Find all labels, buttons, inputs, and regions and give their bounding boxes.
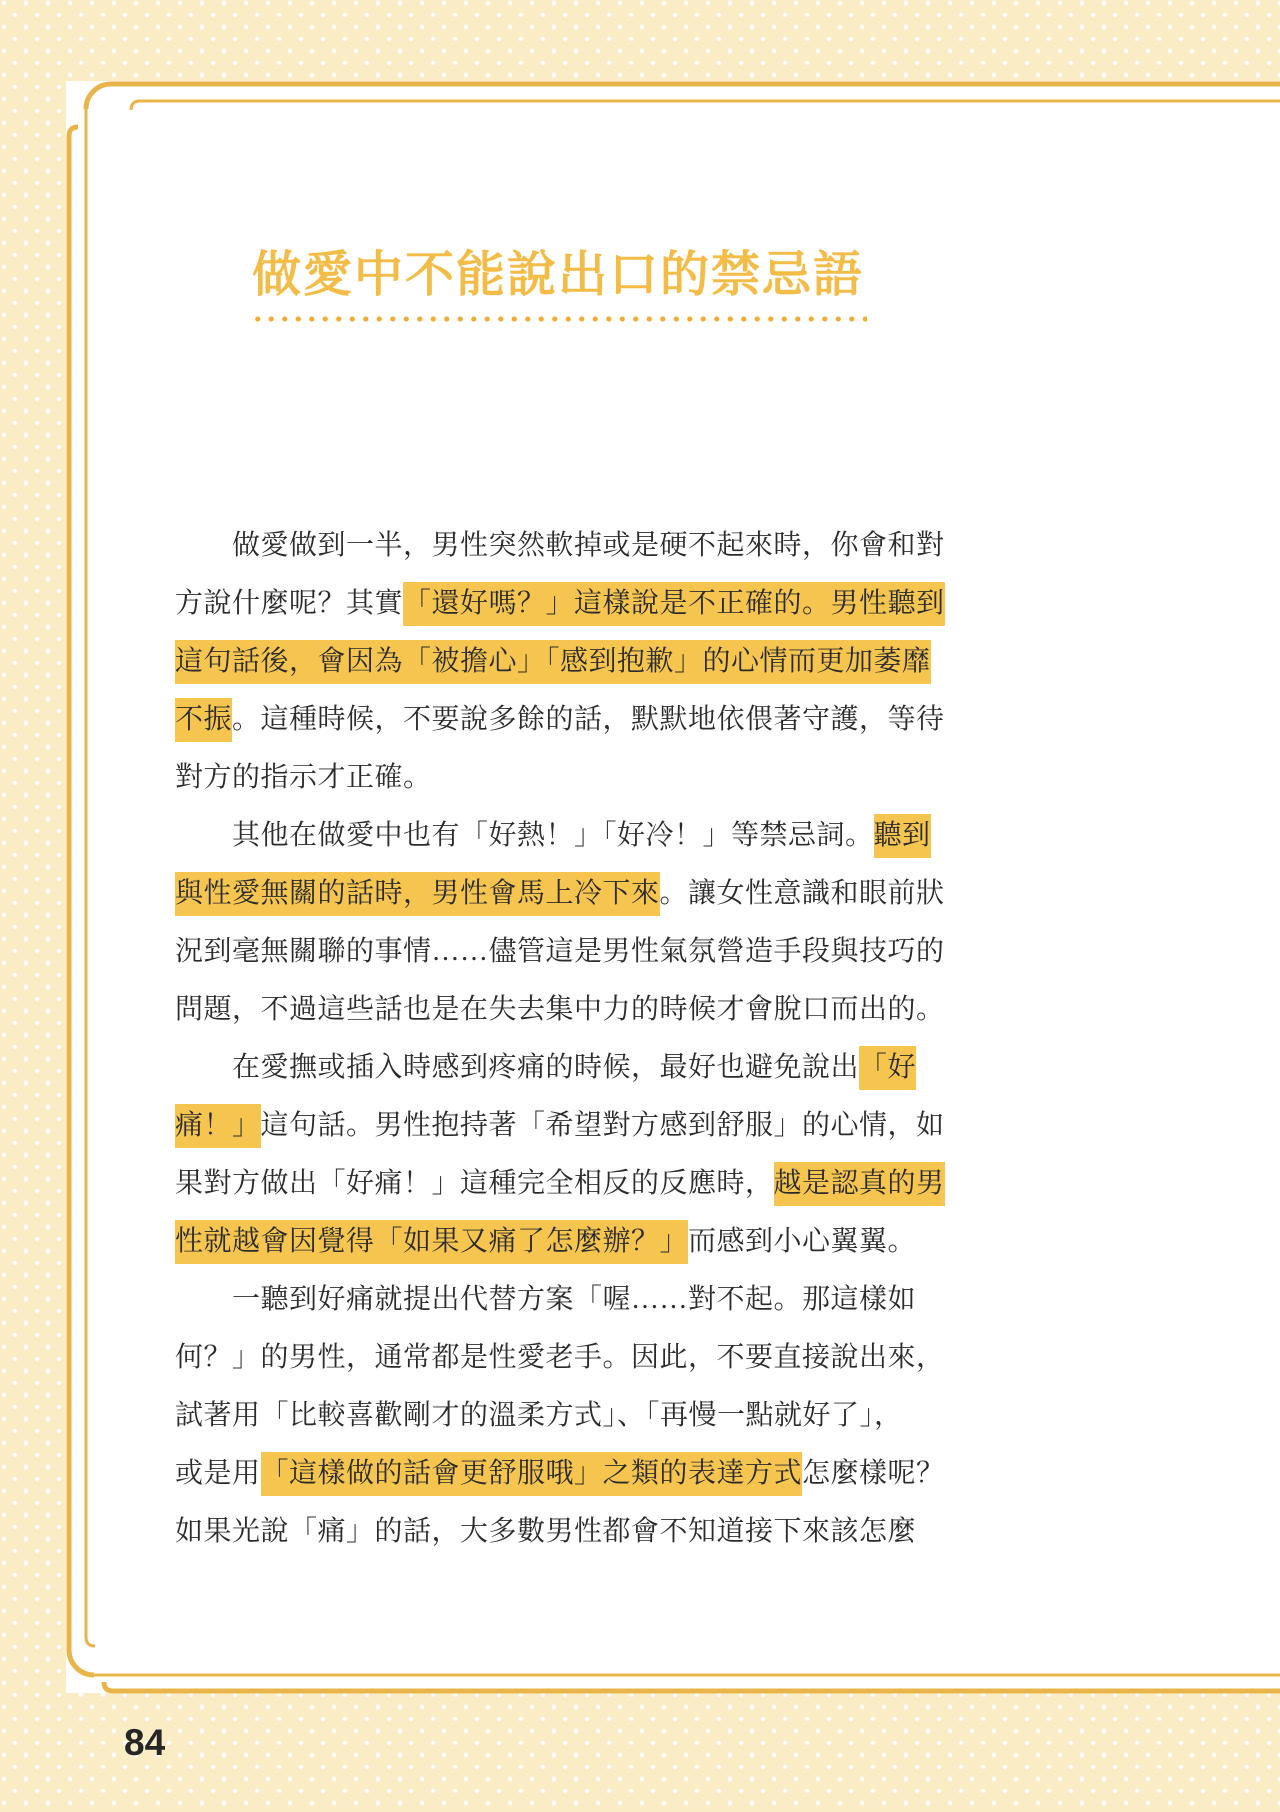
text-segment: 。這種時候，不要說多餘的話，默默地依偎著守護，等待 xyxy=(232,704,945,735)
text-segment: 在愛撫或插入時感到疼痛的時候，最好也避免說出 xyxy=(232,1052,860,1083)
text-segment: 方說什麼呢？其實 xyxy=(175,588,404,619)
text-line xyxy=(175,1445,945,1503)
text-segment: 如果光說「痛」的話，大多數男性都會不知道接下來該怎麼 xyxy=(175,1516,917,1547)
body-text xyxy=(175,517,945,1561)
highlighted-text: 性就越會因覺得「如果又痛了怎麼辦？」 xyxy=(175,1220,688,1264)
text-line xyxy=(175,1097,945,1155)
text-line xyxy=(175,1503,945,1561)
text-segment: 或是用 xyxy=(175,1458,261,1489)
text-line xyxy=(175,807,945,865)
text-line xyxy=(175,517,945,575)
text-line xyxy=(175,691,945,749)
highlighted-text: 與性愛無關的話時，男性會馬上冷下來 xyxy=(175,872,660,916)
text-segment: 何？」的男性，通常都是性愛老手。因此，不要直接說出來， xyxy=(175,1342,945,1373)
text-segment: 做愛做到一半，男性突然軟掉或是硬不起來時，你會和對 xyxy=(232,530,945,561)
text-segment: 對方的指示才正確。 xyxy=(175,762,432,793)
highlighted-text: 不振 xyxy=(175,698,232,742)
text-line xyxy=(175,1213,945,1271)
text-segment: 果對方做出「好痛！」這種完全相反的反應時， xyxy=(175,1168,774,1199)
highlighted-text: 聽到 xyxy=(874,814,931,858)
title-dotted-underline xyxy=(249,312,867,322)
text-line xyxy=(175,749,945,807)
text-segment: 試著用「比較喜歡剛才的溫柔方式」、「再慢一點就好了」， xyxy=(175,1400,903,1431)
page-title: 做愛中不能說出口的禁忌語 xyxy=(251,248,864,302)
text-line xyxy=(175,1329,945,1387)
highlighted-text: 「好 xyxy=(859,1046,916,1090)
highlighted-text: 這句話後，會因為「被擔心」「感到抱歉」的心情而更加萎靡 xyxy=(175,640,931,684)
highlighted-text: 越是認真的男 xyxy=(774,1162,945,1206)
text-line xyxy=(175,923,945,981)
text-line xyxy=(175,981,945,1039)
text-segment: 。讓女性意識和眼前狀 xyxy=(659,878,945,909)
page-number: 84 xyxy=(124,1722,166,1763)
text-segment: 其他在做愛中也有「好熱！」「好冷！」等禁忌詞。 xyxy=(232,820,874,851)
text-segment: 怎麼樣呢？ xyxy=(802,1458,945,1489)
highlighted-text: 「還好嗎？」這樣說是不正確的。男性聽到 xyxy=(403,582,945,626)
text-line xyxy=(175,1271,945,1329)
text-line xyxy=(175,575,945,633)
text-line xyxy=(175,1387,945,1445)
text-segment: 而感到小心翼翼。 xyxy=(688,1226,917,1257)
highlighted-text: 痛！」 xyxy=(175,1104,261,1148)
text-segment: 況到毫無關聯的事情……儘管這是男性氣氛營造手段與技巧的 xyxy=(175,936,945,967)
text-line xyxy=(175,865,945,923)
text-segment: 問題，不過這些話也是在失去集中力的時候才會脫口而出的。 xyxy=(175,994,945,1025)
highlighted-text: 「這樣做的話會更舒服哦」之類的表達方式 xyxy=(261,1452,803,1496)
title-block xyxy=(175,247,941,322)
text-segment: 這句話。男性抱持著「希望對方感到舒服」的心情，如 xyxy=(260,1110,945,1141)
text-line xyxy=(175,1039,945,1097)
text-segment: 一聽到好痛就提出代替方案「喔……對不起。那這樣如 xyxy=(232,1284,917,1315)
text-line xyxy=(175,1155,945,1213)
text-line xyxy=(175,633,945,691)
